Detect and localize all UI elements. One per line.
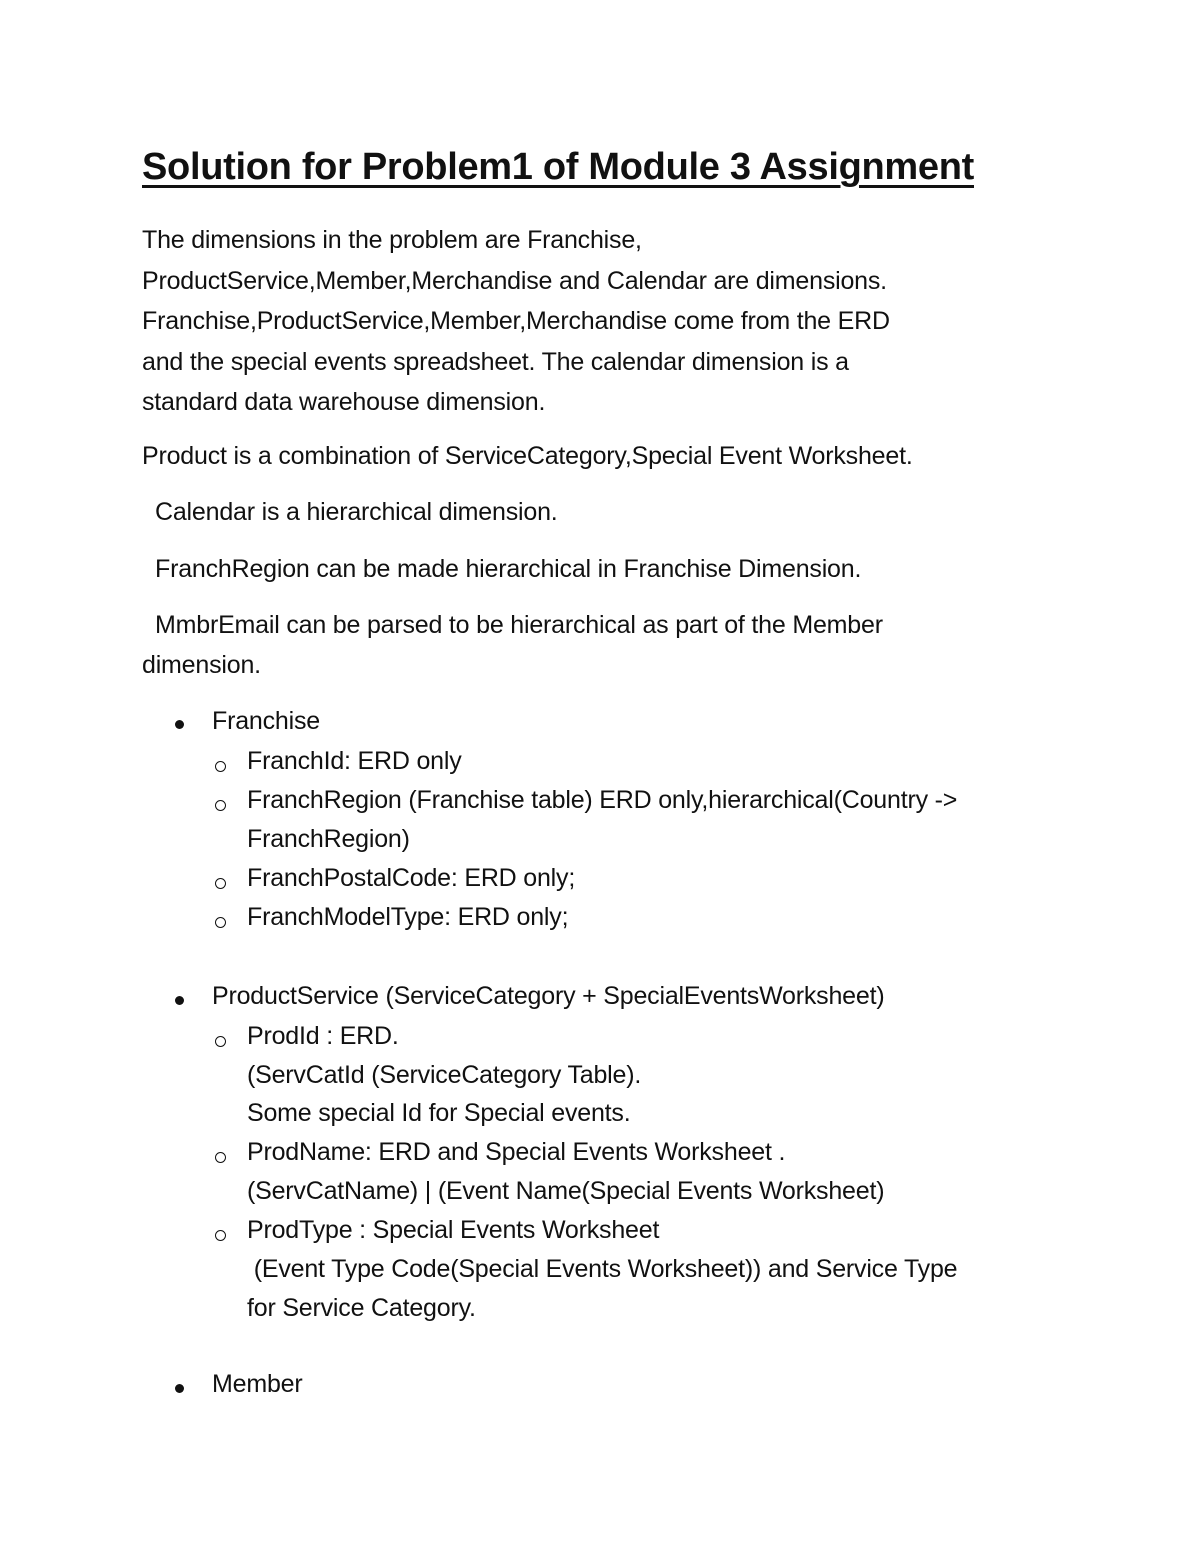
list-item: ProdType : Special Events Worksheet [247,1216,660,1244]
intro-line: The dimensions in the problem are Franchise, [142,226,642,254]
list-item-continuation: (Event Type Code(Special Events Worksheet)) and Service Type [247,1255,958,1283]
circle-bullet-icon [215,800,226,811]
circle-bullet-icon [215,878,226,889]
calendar-paragraph: Calendar is a hierarchical dimension. [155,498,558,526]
franchregion-paragraph: FranchRegion can be made hierarchical in Franchise Dimension. [155,555,862,583]
list-item: ProdName: ERD and Special Events Worksheet . [247,1138,786,1166]
productservice-heading: ProductService (ServiceCategory + SpecialEventsWorksheet) [212,982,885,1010]
circle-bullet-icon [215,1152,226,1163]
franchise-heading: Franchise [212,707,320,735]
product-paragraph: Product is a combination of ServiceCategory,Special Event Worksheet. [142,442,913,470]
circle-bullet-icon [215,1230,226,1241]
circle-bullet-icon [215,917,226,928]
list-item-continuation: FranchRegion) [247,825,410,853]
list-item: ProdId : ERD. [247,1022,399,1050]
intro-paragraph [142,220,1042,423]
list-item: FranchModelType: ERD only; [247,903,569,931]
intro-line: ProductService,Member,Merchandise and Calendar are dimensions. [142,266,887,295]
bullet-icon [175,1384,184,1393]
bullet-icon [175,996,184,1005]
list-item: FranchPostalCode: ERD only; [247,864,576,892]
list-item-continuation: (ServCatName) | (Event Name(Special Events Worksheet) [247,1177,885,1205]
list-item-continuation: Some special Id for Special events. [247,1099,631,1127]
mmbremail-line: dimension. [142,651,261,679]
bullet-icon [175,720,184,729]
mmbremail-line: MmbrEmail can be parsed to be hierarchical as part of the Member [155,611,883,639]
circle-bullet-icon [215,761,226,772]
intro-line: standard data warehouse dimension. [142,388,546,416]
member-heading: Member [212,1370,303,1398]
intro-line: and the special events spreadsheet. The calendar dimension is a [142,347,849,376]
list-item: FranchId: ERD only [247,747,462,775]
intro-line: Franchise,ProductService,Member,Merchandise come from the ERD [142,307,890,335]
list-item-continuation: for Service Category. [247,1294,476,1322]
list-item-continuation: (ServCatId (ServiceCategory Table). [247,1061,642,1089]
circle-bullet-icon [215,1036,226,1047]
list-item: FranchRegion (Franchise table) ERD only,hierarchical(Country -> [247,786,958,814]
document-title: Solution for Problem1 of Module 3 Assignment [142,146,974,188]
